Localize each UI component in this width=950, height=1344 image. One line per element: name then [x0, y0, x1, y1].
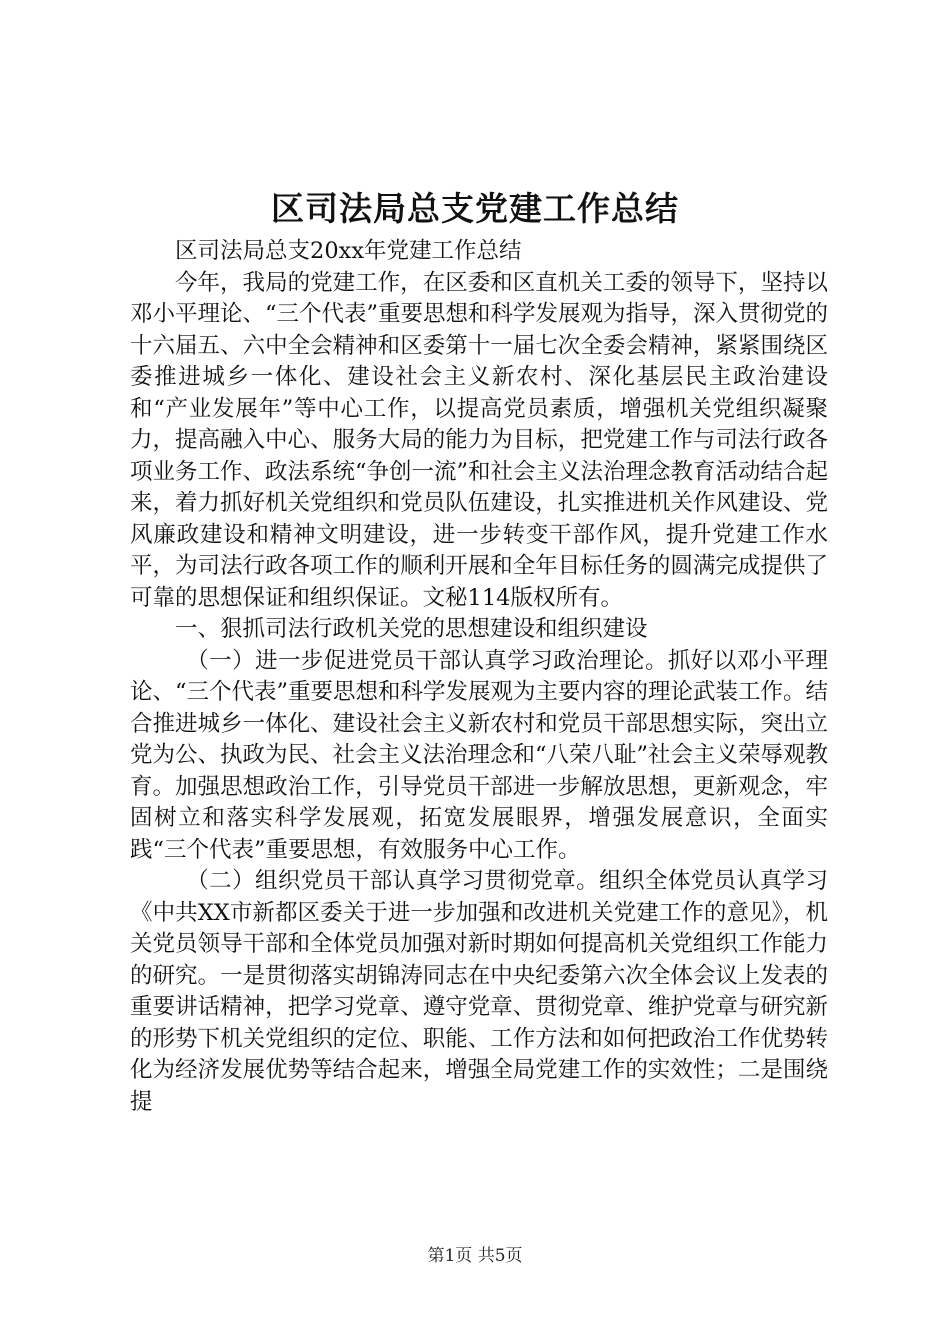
paragraph-subsection-2: （二）组织党员干部认真学习贯彻党章。组织全体党员认真学习《中共XX市新都区委关于进一步加强和改进机关党建工作的意见》，机关党员领导干部和全体党员加强对新时期如何提高机关党组织工作能力的研究。一是贯彻落实胡锦涛同志在中央纪委第六次全体会议上发表的重要讲话精神，把学习党章、遵守党章、贯彻党章、维护党章与研究新的形势下机关党组织的定位、职能、工作方法和如何把政治工作优势转化为经济发展优势等结合起来，增强全局党建工作的实效性；二是围绕提	[130, 868, 828, 1115]
document-subtitle: 区司法局总支20xx年党建工作总结	[175, 238, 522, 264]
paragraph-subsection-1: （一）进一步促进党员干部认真学习政治理论。抓好以邓小平理论、“三个代表”重要思想和科学发展观为主要内容的理论武装工作。结合推进城乡一体化、建设社会主义新农村和党员干部思想实际，突出立党为公、执政为民、社会主义法治理念和“八荣八耻”社会主义荣辱观教育。加强思想政治工作，引导党员干部进一步解放思想，更新观念，牢固树立和落实科学发展观，拓宽发展眼界，增强发展意识，全面实践“三个代表”重要思想，有效服务中心工作。	[130, 647, 829, 863]
page-number: 第1页 共5页	[427, 1246, 523, 1266]
document-body	[130, 236, 828, 1118]
paragraph-intro: 今年，我局的党建工作，在区委和区直机关工委的领导下，坚持以邓小平理论、“三个代表”重要思想和科学发展观为指导，深入贯彻党的十六届五、六中全会精神和区委第十一届七次全委会精神，紧紧围绕区委推进城乡一体化、建设社会主义新农村、深化基层民主政治建设和“产业发展年”等中心工作，以提高党员素质，增强机关党组织凝聚力，提高融入中心、服务大局的能力为目标，把党建工作与司法行政各项业务工作、政法系统“争创一流”和社会主义法治理念教育活动结合起来，着力抓好机关党组织和党员队伍建设，扎实推进机关作风建设、党风廉政建设和精神文明建设，进一步转变干部作风，提升党建工作水平，为司法行政各项工作的顺利开展和全年目标任务的圆满完成提供了可靠的思想保证和组织保证。文秘114版权所有。	[130, 269, 829, 611]
section-heading-1: 一、狠抓司法行政机关党的思想建设和组织建设	[175, 616, 648, 642]
document-title: 区司法局总支党建工作总结	[271, 189, 679, 228]
